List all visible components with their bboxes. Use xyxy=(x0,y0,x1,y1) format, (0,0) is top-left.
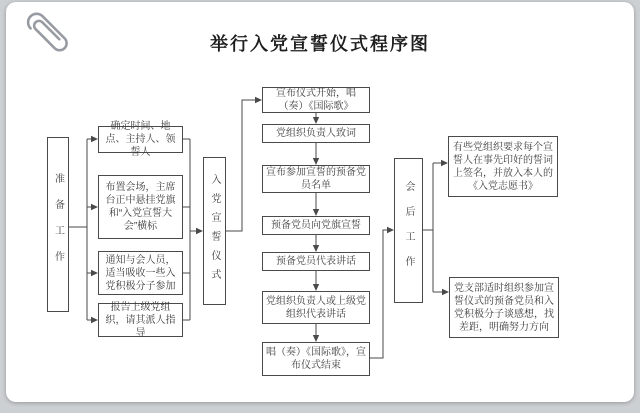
node-oath-ceremony: 入党宣誓仪式 xyxy=(203,157,226,305)
node-discuss-thoughts: 党支部适时组织参加宣誓仪式的预备党员和入党积极分子谈感想，找差距，明确努力方向 xyxy=(449,277,559,338)
node-announce-end: 唱（奏）《国际歌》，宣布仪式结束 xyxy=(262,342,370,376)
node-report-superior: 报告上级党组织，请其派人指导 xyxy=(98,303,183,337)
node-take-oath: 预备党员向党旗宣誓 xyxy=(262,216,370,235)
node-set-time-place: 确定时间、地点、主持人、领誓人 xyxy=(98,126,183,153)
node-member-rep-speech: 预备党员代表讲话 xyxy=(262,252,370,271)
node-announce-list: 宣布参加宣誓的预备党员名单 xyxy=(262,165,370,193)
node-prepare-work: 准备工作 xyxy=(47,137,69,312)
node-announce-start: 宣布仪式开始，唱（奏）《国际歌》 xyxy=(262,87,370,113)
node-arrange-venue: 布置会场，主席台正中悬挂党旗和“入党宣誓大会”横标 xyxy=(98,175,183,239)
node-after-work: 会后工作 xyxy=(394,158,423,303)
node-leader-address: 党组织负责人致词 xyxy=(262,124,370,143)
node-org-rep-speech: 党组织负责人或上级党组织代表讲话 xyxy=(262,291,370,324)
page-title: 举行入党宣誓仪式程序图 xyxy=(210,34,430,54)
node-notify-attendees: 通知与会人员，适当吸收一些入党积极分子参加 xyxy=(98,251,183,295)
paperclip-icon xyxy=(25,10,70,55)
node-sign-oath-text: 有些党组织要求每个宣誓人在事先印好的誓词上签名，并放入本人的《入党志愿书》 xyxy=(448,136,558,197)
